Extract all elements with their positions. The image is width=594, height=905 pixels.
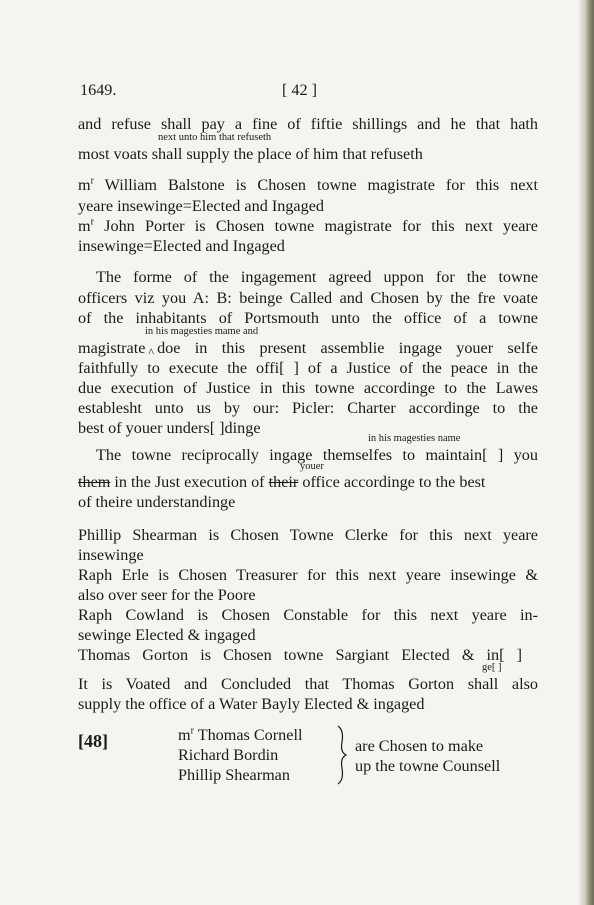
year-heading: 1649. [80,81,117,99]
superscript: r [90,175,94,187]
marginal-page-ref: [48] [78,731,108,751]
text-line: insewinge [78,546,144,564]
text-fragment: John Porter is Chosen towne magistrate for this next yeare [93,217,538,235]
interlinear-note: in his magesties name [368,433,461,444]
text-line: It is Voated and Concluded that Thomas Gorton shall also [78,675,538,693]
text-fragment: in the Just execution of [110,473,269,491]
interlinear-note: in his magesties mame and [145,326,259,337]
text-line: most voats shall supply the place of him that refuseth [78,145,423,163]
text-line: Thomas Gorton is Chosen towne Sargiant Elected & in[ ] [78,646,522,664]
text-line [78,338,538,358]
text-line: The forme of the ingagement agreed uppon for the towne [96,268,538,286]
text-fragment: William Balstone is Chosen towne magistrate for this next [93,176,538,194]
text-line: establesht unto us by our: Picler: Charter accordinge to the [78,399,538,417]
text-line: insewinge=Elected and Ingaged [78,237,285,255]
council-note: up the towne Counsell [355,757,501,775]
interlinear-note: next unto him that refuseth [158,132,272,143]
grouping-brace [334,724,354,786]
council-name: Richard Bordin [178,746,279,764]
superscript: r [90,216,94,228]
interlinear-note: ge[ ] [482,662,502,673]
text-fragment: Thomas Cornell [193,726,303,744]
superscript: r [190,725,194,737]
text-line: officers viz you A: B: beinge Called and Chosen by the fre voate [78,289,538,307]
text-line: Raph Cowland is Chosen Constable for this next yeare in- [78,606,538,624]
council-name: Phillip Shearman [178,766,290,784]
text-fragment: m [78,176,91,194]
struck-text: their [268,473,299,491]
text-line: faithfully to execute the offi[ ] of a Justice of the peace in the [78,359,538,377]
text-line: Phillip Shearman is Chosen Towne Clerke for this next yeare [78,526,538,544]
interlinear-note: youer [300,461,324,472]
text-line: sewinge Elected & ingaged [78,626,256,644]
text-fragment: doe in this present assemblie ingage youer selfe [157,339,538,357]
text-fragment: m [78,217,91,235]
text-line [78,175,538,195]
text-fragment: office accordinge to the best [298,473,486,491]
page-number: [ 42 ] [282,81,318,99]
text-line: The towne reciprocally ingage themselfes to maintain[ ] you [96,446,538,464]
text-line [78,472,538,492]
text-line: of the inhabitants of Portsmouth unto the office of a towne [78,309,538,327]
text-line: supply the office of a Water Bayly Elected & ingaged [78,695,425,713]
page-edge-shadow [578,0,594,905]
council-note: are Chosen to make [355,737,484,755]
struck-text: them [78,473,111,491]
text-line: best of youer unders[ ]dinge [78,419,261,437]
text-line: of theire understandinge [78,493,236,511]
text-line [78,216,538,236]
text-fragment: m [178,726,191,744]
text-line: and refuse shall pay a fine of fiftie shillings and he that hath [78,115,538,133]
council-name [178,725,302,745]
text-line: also over seer for the Poore [78,586,256,604]
text-line: due execution of Justice in this towne accordinge to the Lawes [78,379,538,397]
text-line: Raph Erle is Chosen Treasurer for this next yeare insewinge & [78,566,538,584]
text-fragment: magistrate [78,339,146,357]
insertion-caret: ^ [148,345,155,359]
text-line: yeare insewinge=Elected and Ingaged [78,197,324,215]
